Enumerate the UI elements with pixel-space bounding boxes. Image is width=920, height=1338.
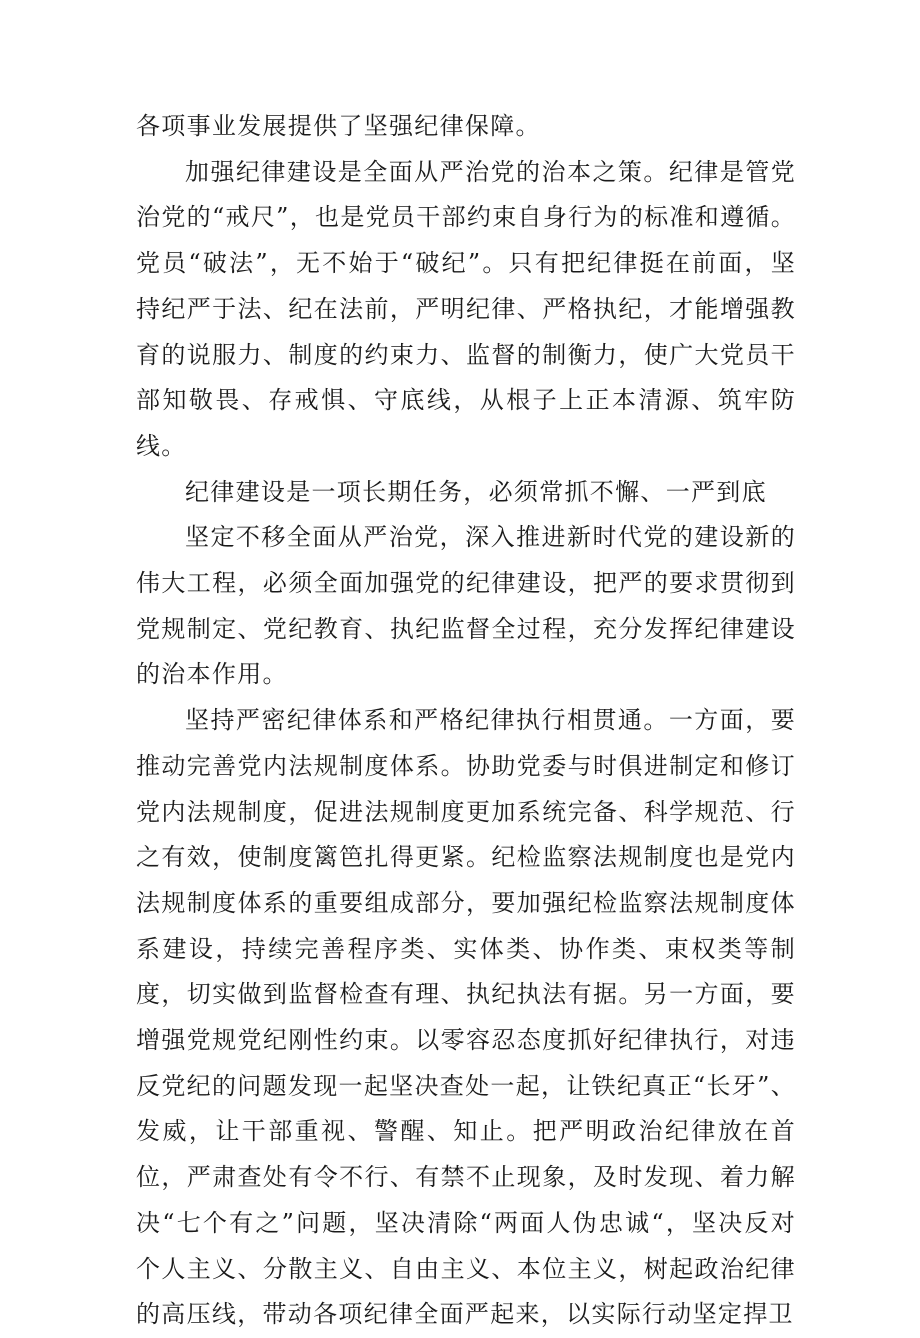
paragraph-strict-governance: 坚定不移全面从严治党，深入推进新时代党的建设新的伟大工程，必须全面加强党的纪律建设，把严的要求贯彻到党规制定、党纪教育、执纪监督全过程，充分发挥纪律建设的治本作用。 <box>136 523 796 689</box>
section-heading: 纪律建设是一项长期任务，必须常抓不懈、一严到底 <box>185 477 767 506</box>
document-body <box>136 104 796 1338</box>
paragraph-discipline-system: 坚持严密纪律体系和严格纪律执行相贯通。一方面，要推动完善党内法规制度体系。协助党委与时俱进制定和修订党内法规制度，促进法规制度更加系统完备、科学规范、行之有效，使制度篱笆扎得更紧。纪检监察法规制度也是党内法规制度体系的重要组成部分，要加强纪检监察法规制度体系建设，持续完善程序类、实体类、协作类、束权类等制度，切实做到监督检查有理、执纪执法有据。另一方面，要增强党规党纪刚性约束。以零容忍态度抓好纪律执行，对违反党纪的问题发现一起坚决查处一起，让铁纪真正“长牙”、发威，让干部重视、警醒、知止。把严明政治纪律放在首位，严肃查处有令不行、有禁不止现象，及时发现、着力解决“七个有之”问题，坚决清除“两面人伪忠诚“，坚决反对个人主义、分散主义、自由主义、本位主义，树起政治纪律的高压线，带动各项纪律全面严起来，以实际行动坚定捍卫 <box>136 706 796 1329</box>
paragraph-discipline-foundation: 加强纪律建设是全面从严治党的治本之策。纪律是管党治党的“戒尺”，也是党员干部约束自身行为的标准和遵循。党员“破法”，无不始于“破纪”。只有把纪律挺在前面，坚持纪严于法、纪在法前，严明纪律、严格执纪，才能增强教育的说服力、制度的约束力、监督的制衡力，使广大党员干部知敬畏、存戒惧、守底线，从根子上正本清源、筑牢防线。 <box>136 157 796 460</box>
paragraph-continuation: 各项事业发展提供了坚强纪律保障。 <box>136 112 541 140</box>
